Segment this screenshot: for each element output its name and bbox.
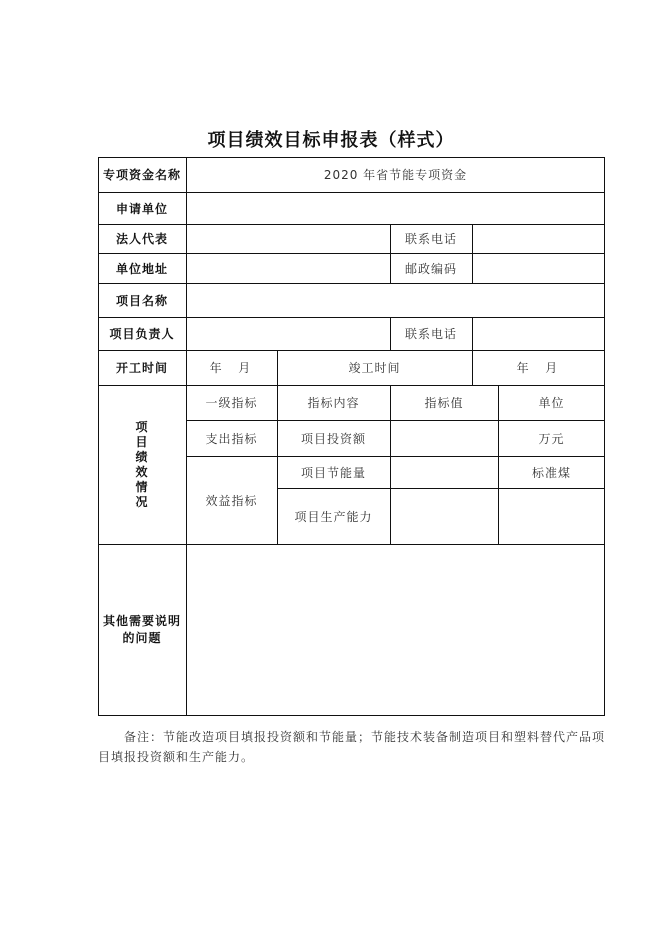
performance-label-char: 情 <box>135 479 149 494</box>
performance-label-char: 项 <box>135 419 149 434</box>
performance-label-char: 效 <box>135 464 149 479</box>
postcode-field[interactable] <box>472 253 605 283</box>
other-notes-label-line2: 的问题 <box>122 630 162 645</box>
other-notes-label-line1: 其他需要说明 <box>102 613 181 628</box>
page-title: 项目绩效目标申报表（样式） <box>207 130 455 151</box>
performance-section-label <box>98 385 186 544</box>
start-time-label: 开工时间 <box>115 361 168 375</box>
capacity-value-field[interactable] <box>390 488 498 544</box>
performance-label-char: 绩 <box>135 449 149 464</box>
project-name-label: 项目名称 <box>115 293 168 308</box>
completion-time-field[interactable]: 年 月 <box>516 361 561 375</box>
investment-value-field[interactable] <box>390 420 498 456</box>
expense-indicator-label: 支出指标 <box>205 431 258 446</box>
other-notes-label <box>98 544 186 715</box>
benefit-indicator-label: 效益指标 <box>205 493 258 508</box>
fund-name-value[interactable]: 2020 年省节能专项资金 <box>323 168 468 182</box>
application-form-table <box>98 157 605 716</box>
capacity-content-label: 项目生产能力 <box>294 509 373 524</box>
start-time-field[interactable]: 年 月 <box>209 361 254 375</box>
address-field[interactable] <box>186 253 390 283</box>
investment-unit: 万元 <box>538 431 565 446</box>
footnote: 备注：节能改造项目填报投资额和节能量；节能技术装备制造项目和塑料替代产品项目填报投资额和生产能力。 <box>98 730 606 764</box>
header-unit: 单位 <box>538 396 565 410</box>
postcode-label: 邮政编码 <box>404 261 457 276</box>
investment-content-label: 项目投资额 <box>300 431 366 446</box>
energy-saving-content-label: 项目节能量 <box>300 465 366 480</box>
grid-line <box>98 715 605 716</box>
header-indicator-value: 指标值 <box>424 396 464 410</box>
fund-name-label: 专项资金名称 <box>102 168 181 182</box>
header-level1-indicator: 一级指标 <box>205 396 258 410</box>
legal-rep-label: 法人代表 <box>115 232 168 246</box>
energy-saving-unit: 标准煤 <box>531 465 571 480</box>
lead-phone-label: 联系电话 <box>404 327 457 341</box>
other-notes-field[interactable] <box>186 544 605 715</box>
capacity-unit-field[interactable] <box>498 488 605 544</box>
applicant-field[interactable] <box>186 192 605 224</box>
lead-phone-field[interactable] <box>472 317 605 350</box>
completion-time-label: 竣工时间 <box>348 361 401 375</box>
contact-phone-field[interactable] <box>472 224 605 253</box>
contact-phone-label: 联系电话 <box>404 232 457 246</box>
project-lead-field[interactable] <box>186 317 390 350</box>
performance-label-char: 况 <box>135 494 149 509</box>
address-label: 单位地址 <box>115 261 168 276</box>
header-indicator-content: 指标内容 <box>307 396 360 410</box>
applicant-label: 申请单位 <box>115 201 168 216</box>
energy-saving-value-field[interactable] <box>390 456 498 488</box>
project-lead-label: 项目负责人 <box>109 327 175 341</box>
performance-label-char: 目 <box>135 434 149 449</box>
legal-rep-field[interactable] <box>186 224 390 253</box>
project-name-field[interactable] <box>186 283 605 317</box>
